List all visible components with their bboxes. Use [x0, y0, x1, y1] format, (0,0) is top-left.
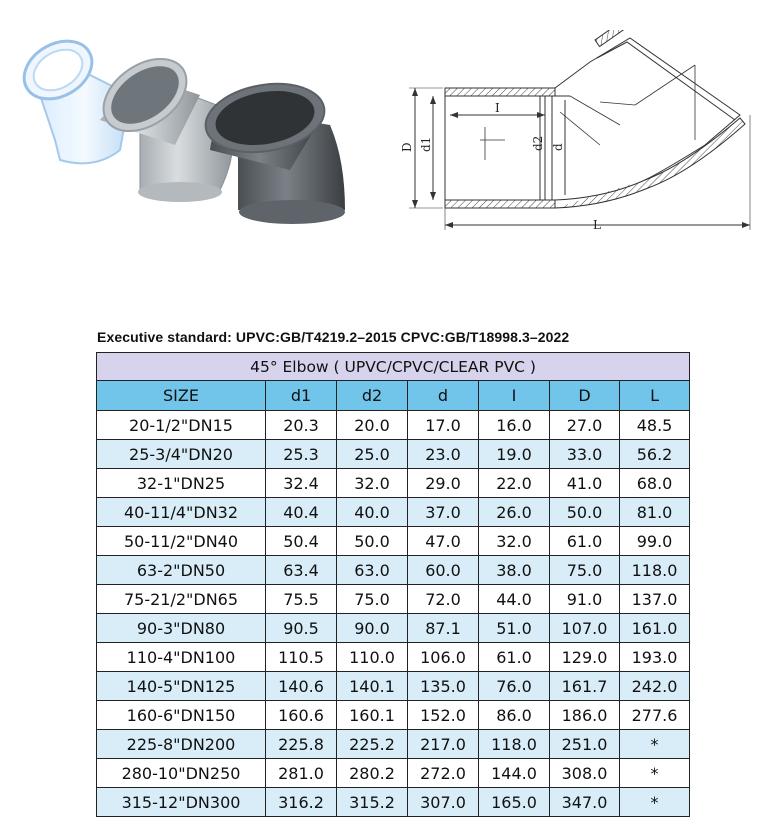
- column-header-L: L: [620, 381, 690, 411]
- table-title: 45° Elbow ( UPVC/CPVC/CLEAR PVC ): [97, 353, 690, 381]
- table-row: [97, 672, 690, 701]
- cell-size: 63-2"DN50: [97, 556, 266, 585]
- column-header-D: D: [550, 381, 620, 411]
- cell-I: 76.0: [479, 672, 550, 701]
- cell-I: 26.0: [479, 498, 550, 527]
- cell-d1: 63.4: [266, 556, 337, 585]
- cell-d2: 50.0: [337, 527, 408, 556]
- cell-D: 251.0: [550, 730, 620, 759]
- column-header-size: SIZE: [97, 381, 266, 411]
- cell-d: 307.0: [408, 788, 479, 817]
- table-row: [97, 469, 690, 498]
- label-d: d: [551, 143, 565, 151]
- cell-d1: 90.5: [266, 614, 337, 643]
- executive-standard: Executive standard: UPVC:GB/T4219.2–2015 CPVC:GB/T18998.3–2022: [97, 329, 570, 345]
- header-row: [97, 381, 690, 411]
- cell-size: 280-10"DN250: [97, 759, 266, 788]
- table-row: [97, 730, 690, 759]
- cell-size: 160-6"DN150: [97, 701, 266, 730]
- technical-drawing: [395, 30, 760, 240]
- cell-d2: 40.0: [337, 498, 408, 527]
- cell-L: 161.0: [620, 614, 690, 643]
- cell-d2: 25.0: [337, 440, 408, 469]
- cell-d2: 20.0: [337, 411, 408, 440]
- cell-size: 40-11/4"DN32: [97, 498, 266, 527]
- cell-d: 217.0: [408, 730, 479, 759]
- cell-L: 118.0: [620, 556, 690, 585]
- cell-I: 86.0: [479, 701, 550, 730]
- cell-L: 242.0: [620, 672, 690, 701]
- cell-size: 110-4"DN100: [97, 643, 266, 672]
- cell-d1: 316.2: [266, 788, 337, 817]
- cell-d1: 281.0: [266, 759, 337, 788]
- cell-size: 50-11/2"DN40: [97, 527, 266, 556]
- product-photo: [0, 0, 380, 250]
- cell-d: 272.0: [408, 759, 479, 788]
- label-d2: d2: [531, 135, 545, 151]
- cell-d: 47.0: [408, 527, 479, 556]
- cell-I: 165.0: [479, 788, 550, 817]
- cell-d: 106.0: [408, 643, 479, 672]
- cell-d2: 160.1: [337, 701, 408, 730]
- cell-I: 16.0: [479, 411, 550, 440]
- column-header-d: d: [408, 381, 479, 411]
- cell-size: 225-8"DN200: [97, 730, 266, 759]
- cell-D: 33.0: [550, 440, 620, 469]
- cell-D: 308.0: [550, 759, 620, 788]
- column-header-I: I: [479, 381, 550, 411]
- cell-D: 107.0: [550, 614, 620, 643]
- cell-D: 50.0: [550, 498, 620, 527]
- cell-I: 44.0: [479, 585, 550, 614]
- cell-I: 32.0: [479, 527, 550, 556]
- cell-size: 315-12"DN300: [97, 788, 266, 817]
- dark-grey-elbow: [200, 75, 345, 224]
- table-row: [97, 440, 690, 469]
- cell-L: 68.0: [620, 469, 690, 498]
- table-row: [97, 411, 690, 440]
- cell-I: 38.0: [479, 556, 550, 585]
- label-D: D: [400, 142, 414, 152]
- cell-d1: 110.5: [266, 643, 337, 672]
- cell-size: 25-3/4"DN20: [97, 440, 266, 469]
- cell-L: 81.0: [620, 498, 690, 527]
- cell-I: 19.0: [479, 440, 550, 469]
- cell-d: 135.0: [408, 672, 479, 701]
- cell-I: 118.0: [479, 730, 550, 759]
- cell-d: 23.0: [408, 440, 479, 469]
- table-row: [97, 701, 690, 730]
- cell-L: 56.2: [620, 440, 690, 469]
- cell-d: 87.1: [408, 614, 479, 643]
- cell-L: 99.0: [620, 527, 690, 556]
- table-body: [97, 411, 690, 817]
- cell-d: 37.0: [408, 498, 479, 527]
- cell-d1: 40.4: [266, 498, 337, 527]
- cell-size: 90-3"DN80: [97, 614, 266, 643]
- cell-D: 347.0: [550, 788, 620, 817]
- column-header-d2: d2: [337, 381, 408, 411]
- cell-L: *: [620, 730, 690, 759]
- cell-d: 152.0: [408, 701, 479, 730]
- table-row: [97, 527, 690, 556]
- cell-d1: 50.4: [266, 527, 337, 556]
- table-row: [97, 788, 690, 817]
- cell-d1: 25.3: [266, 440, 337, 469]
- cell-d1: 160.6: [266, 701, 337, 730]
- cell-d2: 315.2: [337, 788, 408, 817]
- cell-d1: 32.4: [266, 469, 337, 498]
- cell-L: *: [620, 788, 690, 817]
- cell-d2: 90.0: [337, 614, 408, 643]
- cell-d: 60.0: [408, 556, 479, 585]
- cell-size: 75-21/2"DN65: [97, 585, 266, 614]
- cell-I: 22.0: [479, 469, 550, 498]
- cell-d1: 140.6: [266, 672, 337, 701]
- cell-size: 32-1"DN25: [97, 469, 266, 498]
- cell-d1: 20.3: [266, 411, 337, 440]
- cell-D: 41.0: [550, 469, 620, 498]
- cell-D: 161.7: [550, 672, 620, 701]
- cell-L: 193.0: [620, 643, 690, 672]
- cell-D: 186.0: [550, 701, 620, 730]
- cell-d: 17.0: [408, 411, 479, 440]
- cell-L: 137.0: [620, 585, 690, 614]
- table-row: [97, 556, 690, 585]
- cell-d: 72.0: [408, 585, 479, 614]
- cell-D: 91.0: [550, 585, 620, 614]
- cell-I: 61.0: [479, 643, 550, 672]
- table-row: [97, 643, 690, 672]
- cell-D: 75.0: [550, 556, 620, 585]
- cell-L: 48.5: [620, 411, 690, 440]
- cell-d2: 110.0: [337, 643, 408, 672]
- cell-size: 20-1/2"DN15: [97, 411, 266, 440]
- label-d1: d1: [419, 136, 433, 152]
- cell-size: 140-5"DN125: [97, 672, 266, 701]
- cell-d2: 75.0: [337, 585, 408, 614]
- cell-L: *: [620, 759, 690, 788]
- table-row: [97, 498, 690, 527]
- table-row: [97, 585, 690, 614]
- cell-d2: 63.0: [337, 556, 408, 585]
- cell-d: 29.0: [408, 469, 479, 498]
- cell-d2: 32.0: [337, 469, 408, 498]
- column-header-d1: d1: [266, 381, 337, 411]
- cell-d1: 75.5: [266, 585, 337, 614]
- label-I: I: [495, 101, 500, 115]
- cell-I: 144.0: [479, 759, 550, 788]
- label-L: L: [593, 218, 601, 232]
- cell-d2: 225.2: [337, 730, 408, 759]
- elbow-spec-table: [96, 352, 690, 817]
- cell-d2: 280.2: [337, 759, 408, 788]
- cell-D: 129.0: [550, 643, 620, 672]
- table-row: [97, 759, 690, 788]
- cell-L: 277.6: [620, 701, 690, 730]
- cell-D: 27.0: [550, 411, 620, 440]
- cell-I: 51.0: [479, 614, 550, 643]
- cell-d2: 140.1: [337, 672, 408, 701]
- table-row: [97, 614, 690, 643]
- cell-d1: 225.8: [266, 730, 337, 759]
- cell-D: 61.0: [550, 527, 620, 556]
